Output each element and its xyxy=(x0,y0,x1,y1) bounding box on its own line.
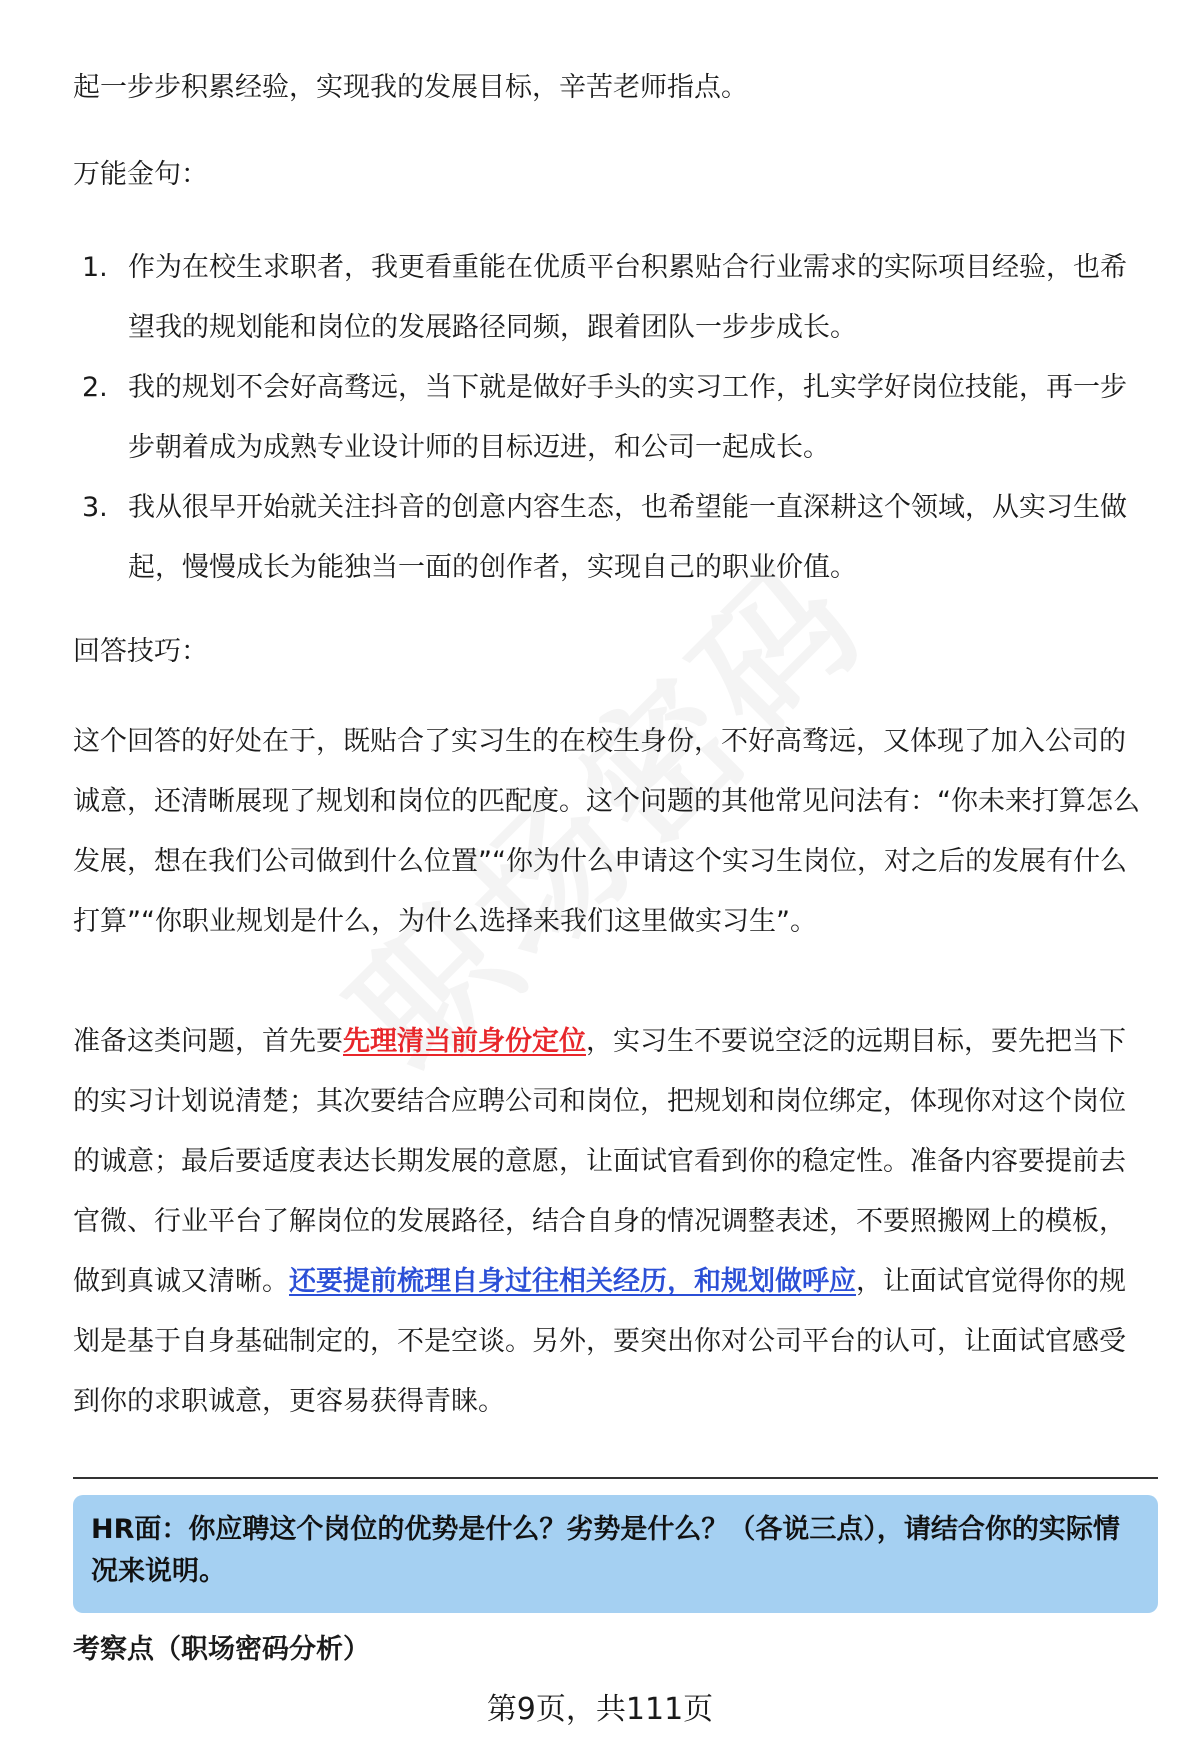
prep-paragraph xyxy=(73,1012,1148,1432)
section-title: 考察点（职场密码分析） xyxy=(73,1634,370,1665)
prep-text-2: ，实习生不要说空泛的远期目标，要先把当下的实习计划说清楚；其次要结合应聘公司和岗位，把规划和岗位绑定，体现你对这个岗位的诚意；最后要适度表达长期发展的意愿，让面试官看到你的稳定性。准备内容要提前去官微、行业平台了解岗位的发展路径，结合自身的情况调整表述，不要照搬网上的模板，做到真诚又清晰。 xyxy=(73,1026,1126,1297)
intro-line: 起一步步积累经验，实现我的发展目标，辛苦老师指点。 xyxy=(73,72,748,103)
list-number: 3. xyxy=(82,492,108,523)
list-item xyxy=(82,478,1152,598)
list-text: 我的规划不会好高骛远，当下就是做好手头的实习工作，扎实学好岗位技能，再一步步朝着成为成熟专业设计师的目标迈进，和公司一起成长。 xyxy=(128,372,1127,463)
list-number: 2. xyxy=(82,372,108,403)
prep-text-3: ，让面试官觉得你的规划是基于自身基础制定的，不是空谈。另外，要突出你对公司平台的认可，让面试官感受到你的求职诚意，更容易获得青睐。 xyxy=(73,1266,1126,1417)
tips-heading: 回答技巧： xyxy=(73,636,208,667)
list-text: 我从很早开始就关注抖音的创意内容生态，也希望能一直深耕这个领域，从实习生做起，慢慢成长为能独当一面的创作者，实现自己的职业价值。 xyxy=(128,492,1127,583)
page-footer: 第9页，共111页 xyxy=(486,1692,714,1727)
list-number: 1. xyxy=(82,252,108,283)
divider xyxy=(73,1477,1158,1479)
golden-list xyxy=(82,238,1152,598)
list-item xyxy=(82,238,1152,358)
tips-paragraph: 这个回答的好处在于，既贴合了实习生的在校生身份，不好高骛远，又体现了加入公司的诚意，还清晰展现了规划和岗位的匹配度。这个问题的其他常见问法有：“你未来打算怎么发展，想在我们公司做到什么位置”“你为什么申请这个实习生岗位，对之后的发展有什么打算”“你职业规划是什么，为什么选择来我们这里做实习生”。 xyxy=(73,726,1140,937)
golden-heading: 万能金句： xyxy=(73,159,208,190)
prep-text-1: 准备这类问题，首先要 xyxy=(73,1026,343,1057)
highlight-red: 先理清当前身份定位 xyxy=(343,1026,586,1057)
list-item xyxy=(82,358,1152,478)
question-box: HR面：你应聘这个岗位的优势是什么？劣势是什么？（各说三点），请结合你的实际情况来说明。 xyxy=(73,1495,1158,1613)
highlight-blue: 还要提前梳理自身过往相关经历，和规划做呼应 xyxy=(289,1266,856,1297)
list-text: 作为在校生求职者，我更看重能在优质平台积累贴合行业需求的实际项目经验，也希望我的规划能和岗位的发展路径同频，跟着团队一步步成长。 xyxy=(128,252,1127,343)
